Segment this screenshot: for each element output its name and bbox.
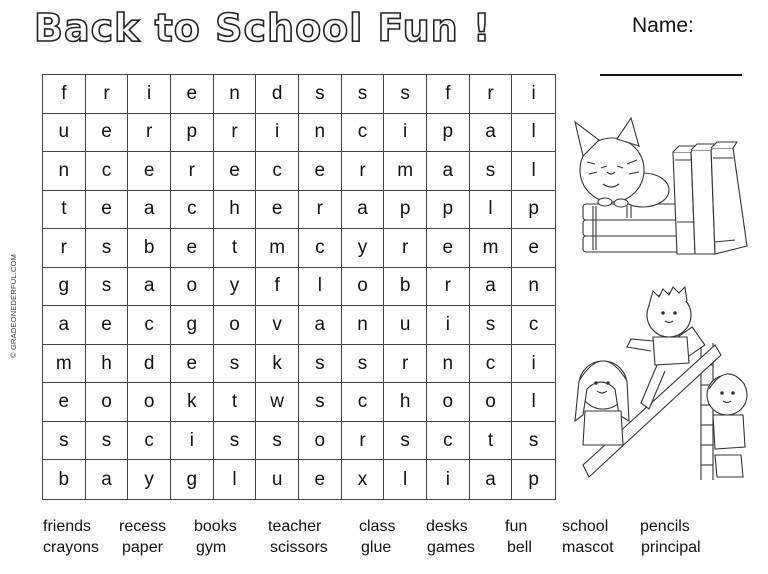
- grid-cell[interactable]: k: [171, 383, 214, 422]
- grid-cell[interactable]: c: [427, 422, 470, 461]
- kids-on-slide-illustration: [565, 285, 755, 480]
- grid-cell[interactable]: r: [470, 75, 513, 114]
- grid-cell[interactable]: s: [384, 422, 427, 461]
- grid-cell[interactable]: v: [256, 306, 299, 345]
- grid-cell[interactable]: s: [43, 422, 86, 461]
- grid-cell[interactable]: s: [299, 345, 342, 384]
- grid-cell[interactable]: l: [384, 460, 427, 499]
- grid-cell[interactable]: s: [86, 229, 129, 268]
- grid-cell[interactable]: t: [470, 422, 513, 461]
- word-item: school: [562, 518, 609, 535]
- grid-cell[interactable]: w: [256, 383, 299, 422]
- grid-cell[interactable]: a: [427, 152, 470, 191]
- grid-cell[interactable]: a: [470, 460, 513, 499]
- grid-cell[interactable]: y: [128, 460, 171, 499]
- grid-cell[interactable]: n: [43, 152, 86, 191]
- word-item: principal: [641, 539, 701, 556]
- copyright-text: © GRADEONEDERFUL.COM: [9, 253, 18, 358]
- grid-cell[interactable]: c: [512, 306, 555, 345]
- word-item: class: [359, 518, 396, 535]
- grid-cell[interactable]: s: [299, 75, 342, 114]
- word-item: fun: [505, 518, 528, 535]
- cat-on-books-illustration: [565, 112, 755, 257]
- grid-cell[interactable]: a: [86, 460, 129, 499]
- grid-cell[interactable]: t: [214, 229, 257, 268]
- grid-cell[interactable]: l: [470, 191, 513, 230]
- grid-cell[interactable]: s: [256, 422, 299, 461]
- grid-cell[interactable]: i: [512, 75, 555, 114]
- grid-cell[interactable]: d: [256, 75, 299, 114]
- grid-cell[interactable]: p: [528, 468, 539, 490]
- grid-cell[interactable]: i: [171, 422, 214, 461]
- grid-cell[interactable]: n: [299, 114, 342, 153]
- grid-cell[interactable]: e: [512, 229, 555, 268]
- word-item: teacher: [268, 518, 322, 535]
- grid-cell[interactable]: o: [470, 383, 513, 422]
- grid-cell[interactable]: r: [342, 152, 385, 191]
- grid-cell[interactable]: i: [512, 345, 555, 384]
- grid-cell[interactable]: b: [384, 268, 427, 307]
- grid-cell[interactable]: r: [427, 268, 470, 307]
- word-search-grid: [42, 74, 556, 500]
- word-item: glue: [361, 539, 392, 556]
- grid-cell[interactable]: p: [427, 191, 470, 230]
- grid-cell[interactable]: s: [384, 75, 427, 114]
- grid-cell[interactable]: o: [86, 383, 129, 422]
- grid-cell[interactable]: o: [128, 383, 171, 422]
- grid-cell[interactable]: r: [384, 345, 427, 384]
- grid-cell[interactable]: a: [342, 191, 385, 230]
- grid-cell[interactable]: c: [86, 152, 129, 191]
- name-write-line[interactable]: [600, 74, 742, 76]
- word-bank-row-2: [43, 539, 743, 560]
- word-item: recess: [119, 518, 167, 535]
- grid-cell[interactable]: u: [43, 114, 86, 153]
- grid-cell[interactable]: e: [256, 191, 299, 230]
- word-item: scissors: [270, 539, 328, 556]
- grid-cell[interactable]: m: [256, 229, 299, 268]
- grid-cell[interactable]: s: [214, 345, 257, 384]
- grid-cell[interactable]: h: [86, 345, 129, 384]
- grid-cell[interactable]: o: [427, 383, 470, 422]
- grid-cell[interactable]: f: [427, 75, 470, 114]
- grid-cell[interactable]: p: [512, 191, 555, 230]
- grid-cell[interactable]: t: [214, 383, 257, 422]
- grid-cell[interactable]: a: [470, 114, 513, 153]
- grid-cell[interactable]: b: [128, 229, 171, 268]
- name-label: Name:: [632, 14, 694, 37]
- word-item: bell: [507, 539, 532, 556]
- word-item: friends: [43, 518, 92, 535]
- grid-cell[interactable]: m: [384, 152, 427, 191]
- grid-cell[interactable]: p: [171, 114, 214, 153]
- grid-cell[interactable]: e: [43, 383, 86, 422]
- grid-cell[interactable]: o: [214, 306, 257, 345]
- grid-cell[interactable]: e: [86, 306, 129, 345]
- grid-cell[interactable]: h: [384, 383, 427, 422]
- grid-cell[interactable]: c: [470, 345, 513, 384]
- grid-cell[interactable]: n: [427, 345, 470, 384]
- grid-cell[interactable]: i: [427, 460, 470, 499]
- grid-cell[interactable]: r: [86, 75, 129, 114]
- grid-cell[interactable]: r: [299, 191, 342, 230]
- grid-cell[interactable]: e: [299, 152, 342, 191]
- grid-cell[interactable]: s: [512, 422, 555, 461]
- word-bank-row-1: [43, 518, 743, 539]
- grid-cell[interactable]: n: [214, 75, 257, 114]
- word-bank: [43, 518, 743, 560]
- grid-cell[interactable]: g: [171, 460, 214, 499]
- grid-cell[interactable]: r: [128, 114, 171, 153]
- grid-cell[interactable]: r: [214, 114, 257, 153]
- grid-cell[interactable]: i: [427, 306, 470, 345]
- word-item: pencils: [640, 518, 690, 535]
- grid-cell[interactable]: s: [470, 306, 513, 345]
- grid-cell[interactable]: x: [342, 460, 385, 499]
- grid-cell[interactable]: m: [470, 229, 513, 268]
- grid-cell[interactable]: p: [384, 191, 427, 230]
- grid-cell[interactable]: e: [427, 229, 470, 268]
- grid-cell[interactable]: a: [128, 268, 171, 307]
- grid-cell[interactable]: a: [43, 306, 86, 345]
- grid-cell[interactable]: o: [299, 422, 342, 461]
- grid-cell[interactable]: e: [214, 152, 257, 191]
- grid-cell[interactable]: a: [299, 306, 342, 345]
- grid-cell[interactable]: n: [512, 268, 555, 307]
- word-item: mascot: [562, 539, 614, 556]
- grid-cell[interactable]: o: [342, 268, 385, 307]
- grid-cell[interactable]: y: [214, 268, 257, 307]
- grid-cell[interactable]: r: [43, 229, 86, 268]
- word-item: paper: [122, 539, 163, 556]
- grid-cell[interactable]: s: [470, 152, 513, 191]
- grid-cell[interactable]: e: [171, 345, 214, 384]
- grid-cell[interactable]: i: [256, 114, 299, 153]
- grid-cell[interactable]: c: [171, 191, 214, 230]
- grid-cell[interactable]: e: [86, 191, 129, 230]
- grid-cell[interactable]: f: [256, 268, 299, 307]
- grid-cell[interactable]: c: [342, 114, 385, 153]
- grid-cell[interactable]: r: [171, 152, 214, 191]
- grid-cell[interactable]: i: [128, 75, 171, 114]
- grid-cell[interactable]: s: [342, 345, 385, 384]
- grid-cell[interactable]: p: [427, 114, 470, 153]
- grid-cell[interactable]: l: [512, 152, 555, 191]
- grid-cell[interactable]: e: [128, 152, 171, 191]
- grid-cell[interactable]: c: [128, 306, 171, 345]
- grid-cell[interactable]: s: [86, 268, 129, 307]
- grid-cell[interactable]: u: [384, 306, 427, 345]
- grid-cell[interactable]: e: [171, 229, 214, 268]
- grid-cell[interactable]: f: [43, 75, 86, 114]
- word-item: crayons: [43, 539, 100, 556]
- word-item: books: [194, 518, 237, 535]
- grid-cell[interactable]: g: [171, 306, 214, 345]
- grid-cell[interactable]: l: [214, 460, 257, 499]
- grid-cell[interactable]: u: [256, 460, 299, 499]
- grid-cell[interactable]: l: [512, 114, 555, 153]
- grid-cell[interactable]: e: [86, 114, 129, 153]
- word-item: gym: [196, 539, 227, 556]
- grid-cell[interactable]: r: [342, 422, 385, 461]
- grid-cell[interactable]: o: [171, 268, 214, 307]
- grid-cell[interactable]: e: [299, 460, 342, 499]
- grid-cell[interactable]: l: [299, 268, 342, 307]
- grid-cell[interactable]: c: [342, 383, 385, 422]
- grid-cell[interactable]: c: [128, 422, 171, 461]
- grid-cell[interactable]: a: [128, 191, 171, 230]
- grid-cell[interactable]: b: [43, 460, 86, 499]
- grid-cell[interactable]: c: [256, 152, 299, 191]
- grid-cell[interactable]: r: [384, 229, 427, 268]
- grid-cell[interactable]: s: [86, 422, 129, 461]
- grid-cell[interactable]: d: [128, 345, 171, 384]
- grid-cell[interactable]: n: [342, 306, 385, 345]
- grid-cell[interactable]: e: [171, 75, 214, 114]
- grid-cell[interactable]: c: [299, 229, 342, 268]
- grid-cell[interactable]: s: [299, 383, 342, 422]
- grid-cell[interactable]: i: [384, 114, 427, 153]
- worksheet-title: Back to School Fun !: [34, 6, 492, 50]
- grid-cell[interactable]: l: [512, 383, 555, 422]
- grid-cell[interactable]: y: [342, 229, 385, 268]
- grid-cell[interactable]: a: [470, 268, 513, 307]
- grid-cell[interactable]: s: [342, 75, 385, 114]
- word-item: desks: [426, 518, 468, 535]
- grid-cell[interactable]: g: [43, 268, 86, 307]
- word-item: games: [427, 539, 476, 556]
- grid-cell[interactable]: m: [43, 345, 86, 384]
- grid-cell[interactable]: s: [214, 422, 257, 461]
- grid-cell[interactable]: t: [43, 191, 86, 230]
- grid-cell[interactable]: k: [256, 345, 299, 384]
- grid-cell[interactable]: h: [214, 191, 257, 230]
